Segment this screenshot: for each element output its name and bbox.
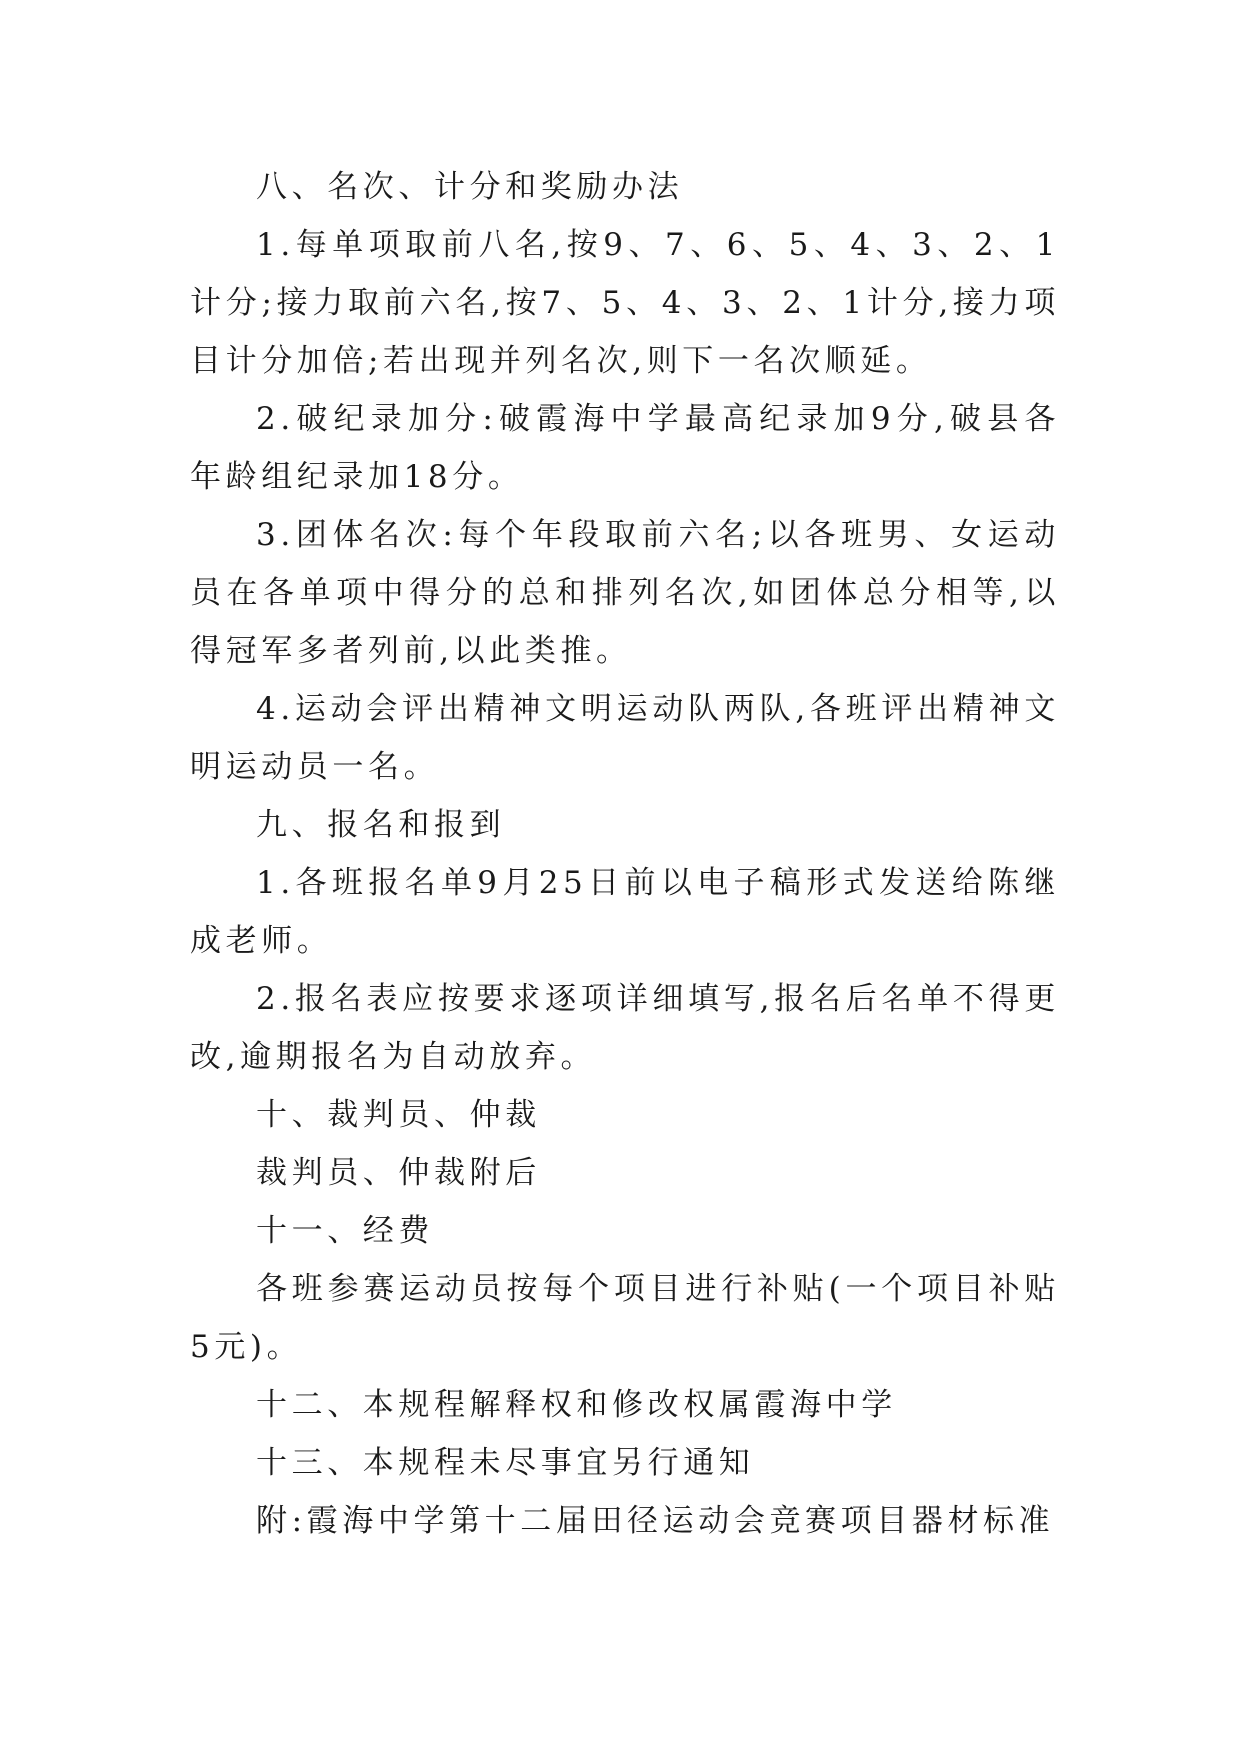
- paragraph-team-ranking: 3.团体名次:每个年段取前六名;以各班男、女运动员在各单项中得分的总和排列名次,如团体总分相等,以得冠军多者列前,以此类推。: [190, 517, 1060, 669]
- paragraph-attachment: 附:霞海中学第十二届田径运动会竞赛项目器材标准: [256, 1503, 1055, 1539]
- document-body: [190, 158, 1060, 1550]
- paragraph-registration-deadline: 1.各班报名单9月25日前以电子稿形式发送给陈继成老师。: [190, 865, 1060, 959]
- section-heading-12: 十二、本规程解释权和修改权属霞海中学: [256, 1387, 897, 1423]
- section-heading-9: 九、报名和报到: [256, 807, 506, 843]
- paragraph-referees: 裁判员、仲裁附后: [256, 1155, 541, 1191]
- section-heading-13: 十三、本规程未尽事宜另行通知: [256, 1445, 755, 1481]
- paragraph-scoring: 1.每单项取前八名,按9、7、6、5、4、3、2、1计分;接力取前六名,按7、5、4、3、2、1计分,接力项目计分加倍;若出现并列名次,则下一名次顺延。: [190, 227, 1060, 379]
- paragraph-funding: 各班参赛运动员按每个项目进行补贴(一个项目补贴5元)。: [190, 1271, 1060, 1365]
- paragraph-record-bonus: 2.破纪录加分:破霞海中学最高纪录加9分,破县各年龄组纪录加18分。: [190, 401, 1060, 495]
- section-heading-8: 八、名次、计分和奖励办法: [256, 169, 684, 205]
- paragraph-sportsmanship: 4.运动会评出精神文明运动队两队,各班评出精神文明运动员一名。: [190, 691, 1060, 785]
- paragraph-registration-form: 2.报名表应按要求逐项详细填写,报名后名单不得更改,逾期报名为自动放弃。: [190, 981, 1060, 1075]
- section-heading-10: 十、裁判员、仲裁: [256, 1097, 541, 1133]
- section-heading-11: 十一、经费: [256, 1213, 434, 1249]
